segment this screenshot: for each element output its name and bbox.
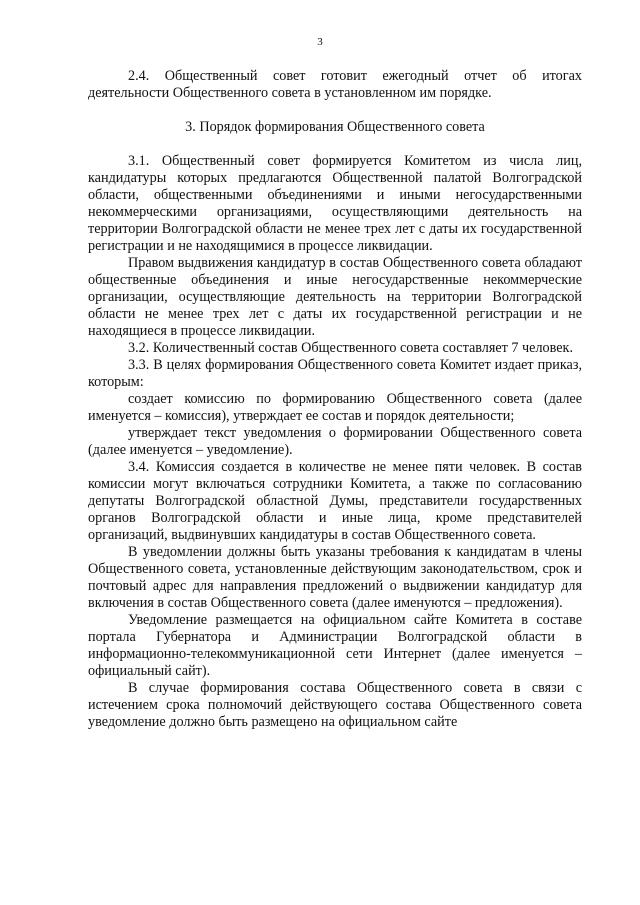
paragraph-creates-commission: создает комиссию по формированию Общественного совета (далее именуется – комиссия), утверждает ее состав и порядок деятельности;: [88, 391, 582, 424]
paragraph-3-4: 3.4. Комиссия создается в количестве не менее пяти человек. В состав комиссии могут включаться сотрудники Комитета, а также по согласованию депутаты Волгоградской областной Думы, представители государственных органов Волгоградской области и иные лица, кроме представителей организаций, выдвинувших кандидатуры в состав Общественного совета.: [88, 459, 582, 543]
paragraph-notice-publication: Уведомление размещается на официальном сайте Комитета в составе портала Губернатора и Администрации Волгоградской области в информационно-телекоммуникационной сети Интернет (далее именуется – официальный сайт).: [88, 612, 582, 679]
section-3-heading-block: [88, 119, 582, 136]
section-2-4-paragraph: [88, 68, 582, 102]
paragraph-3-3: 3.3. В целях формирования Общественного совета Комитет издает приказ, которым:: [88, 357, 582, 390]
section-3-body: [88, 153, 582, 731]
paragraph-term-expiry: В случае формирования состава Общественного совета в связи с истечением срока полномочий действующего состава Общественного совета уведомление должно быть размещено на официальном сайте: [88, 680, 582, 730]
paragraph-approves-notice: утверждает текст уведомления о формировании Общественного совета (далее именуется – уведомление).: [88, 425, 582, 458]
paragraph-2-4: 2.4. Общественный совет готовит ежегодный отчет об итогах деятельности Общественного совета в установленном им порядке.: [88, 68, 582, 101]
paragraph-3-2: 3.2. Количественный состав Общественного совета составляет 7 человек.: [128, 340, 574, 356]
paragraph-3-1: 3.1. Общественный совет формируется Комитетом из числа лиц, кандидатуры которых предлагаются Общественной палатой Волгоградской области, общественными объединениями и иными негосударственными некоммерческими организациями, осуществляющими деятельность на территории Волгоградской области не менее трех лет с даты их государственной регистрации и не находящимися в процессе ликвидации.: [88, 153, 582, 254]
page-number: 3: [317, 36, 323, 48]
paragraph-nomination-right: Правом выдвижения кандидатур в состав Общественного совета обладают общественные объединения и иные негосударственные некоммерческие организации, осуществляющие деятельность на территории Волгоградской области не менее трех лет с даты их государственной регистрации и не находящиеся в процессе ликвидации.: [88, 255, 582, 339]
paragraph-notice-requirements: В уведомлении должны быть указаны требования к кандидатам в члены Общественного совета, установленные действующим законодательством, срок и почтовый адрес для направления предложений о выдвижении кандидатур для включения в состав Общественного совета (далее именуются – предложения).: [88, 544, 582, 611]
section-3-heading: 3. Порядок формирования Общественного совета: [185, 119, 485, 135]
